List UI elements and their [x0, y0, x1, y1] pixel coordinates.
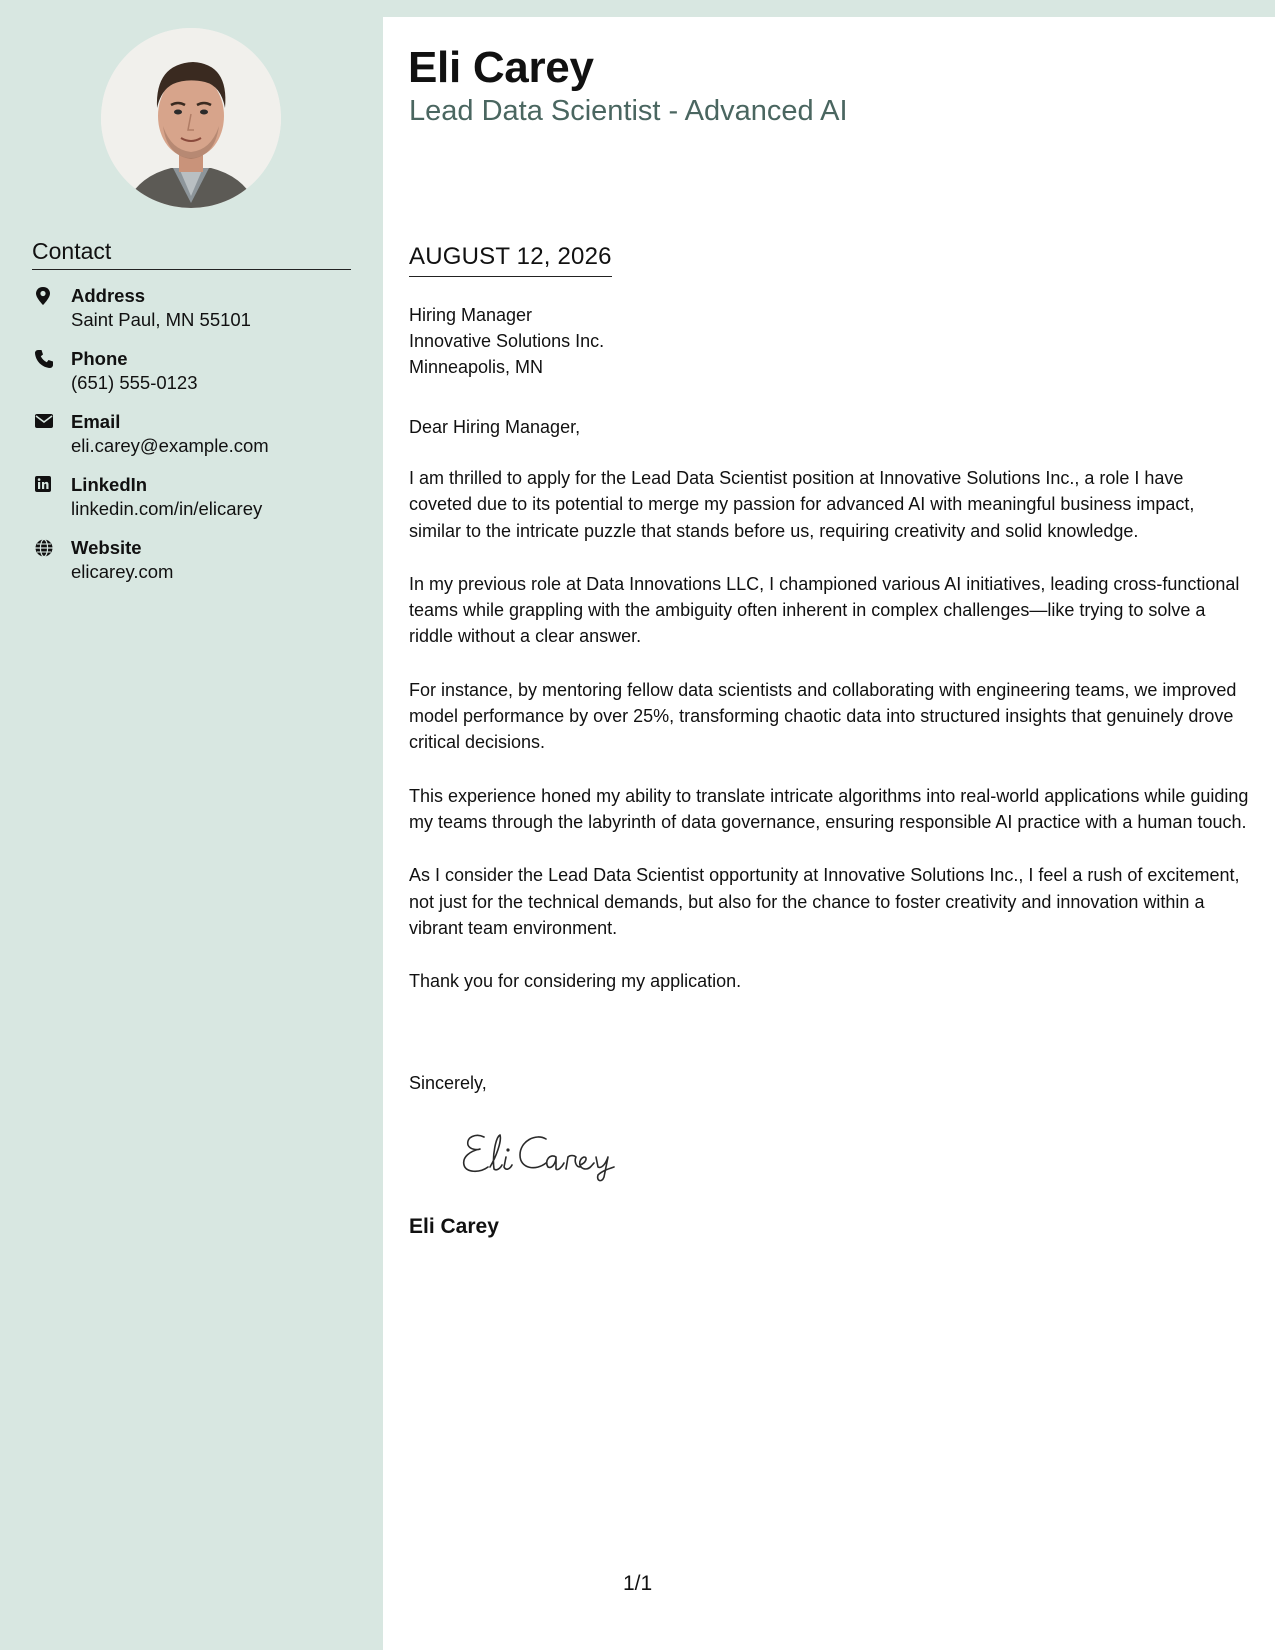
salutation: Dear Hiring Manager,: [409, 417, 581, 437]
contact-value: elicarey.com: [71, 561, 174, 582]
linkedin-icon: [34, 475, 54, 495]
contact-item-phone: [32, 347, 362, 410]
envelope-icon: [34, 412, 54, 432]
contact-item-address: [32, 284, 362, 347]
handwritten-signature: [458, 1123, 628, 1188]
contact-label: Email: [71, 411, 121, 432]
signed-name: Eli Carey: [409, 1215, 499, 1238]
job-title: Lead Data Scientist - Advanced AI: [409, 95, 848, 127]
contact-label: Website: [71, 537, 142, 558]
recipient-line: Minneapolis, MN: [409, 357, 544, 377]
contact-heading: Contact: [32, 238, 351, 270]
closing: Sincerely,: [409, 1073, 487, 1093]
recipient-line: Innovative Solutions Inc.: [409, 331, 605, 351]
letter-paragraph: In my previous role at Data Innovations LLC, I championed various AI initiatives, leading cross-functional teams while grappling with the ambiguity often inherent in complex challenges—like trying to solve a riddle without a clear answer.: [409, 573, 1240, 647]
phone-icon: [34, 349, 54, 369]
contact-value: (651) 555-0123: [71, 372, 198, 393]
sidebar: [0, 0, 383, 1650]
contact-item-linkedin: [32, 473, 362, 536]
recipient-line: Hiring Manager: [409, 305, 533, 325]
letter-date: AUGUST 12, 2026: [409, 243, 612, 277]
letter-paragraph: Thank you for considering my application.: [409, 971, 742, 992]
applicant-name: Eli Carey: [408, 43, 594, 92]
contact-list: [32, 284, 362, 599]
contact-item-email: [32, 410, 362, 473]
letter-paragraph: For instance, by mentoring fellow data scientists and collaborating with engineering teams, we improved model performance by over 25%, transforming chaotic data into structured insights that genuinely drove critical decisions.: [409, 679, 1237, 753]
letter-body: [383, 17, 1275, 1650]
contact-value: eli.carey@example.com: [71, 435, 269, 456]
profile-photo: [101, 28, 281, 208]
letter-paragraph: As I consider the Lead Data Scientist opportunity at Innovative Solutions Inc., I feel a rush of excitement, not just for the technical demands, but also for the chance to foster creativity and innovation within a vibrant team environment.: [409, 865, 1240, 938]
contact-label: LinkedIn: [71, 474, 148, 495]
contact-label: Phone: [71, 348, 128, 369]
recipient-block: [409, 302, 604, 380]
page-number: 1/1: [623, 1572, 653, 1595]
contact-value: Saint Paul, MN 55101: [71, 309, 251, 330]
letter-paragraph: This experience honed my ability to translate intricate algorithms into real-world applications while guiding my teams through the labyrinth of data governance, ensuring responsible AI practice with a human touch.: [409, 785, 1249, 832]
map-pin-icon: [34, 286, 54, 306]
contact-label: Address: [71, 285, 146, 306]
contact-item-website: [32, 536, 362, 599]
globe-icon: [34, 538, 54, 558]
letter-paragraph: I am thrilled to apply for the Lead Data Scientist position at Innovative Solutions Inc., a role I have coveted due to its potential to merge my passion for advanced AI with meaningful business impact, similar to the intricate puzzle that stands before us, requiring creativity and solid knowledge.: [409, 468, 1195, 541]
letter-paragraphs: [409, 465, 1249, 1021]
contact-value: linkedin.com/in/elicarey: [71, 498, 263, 519]
